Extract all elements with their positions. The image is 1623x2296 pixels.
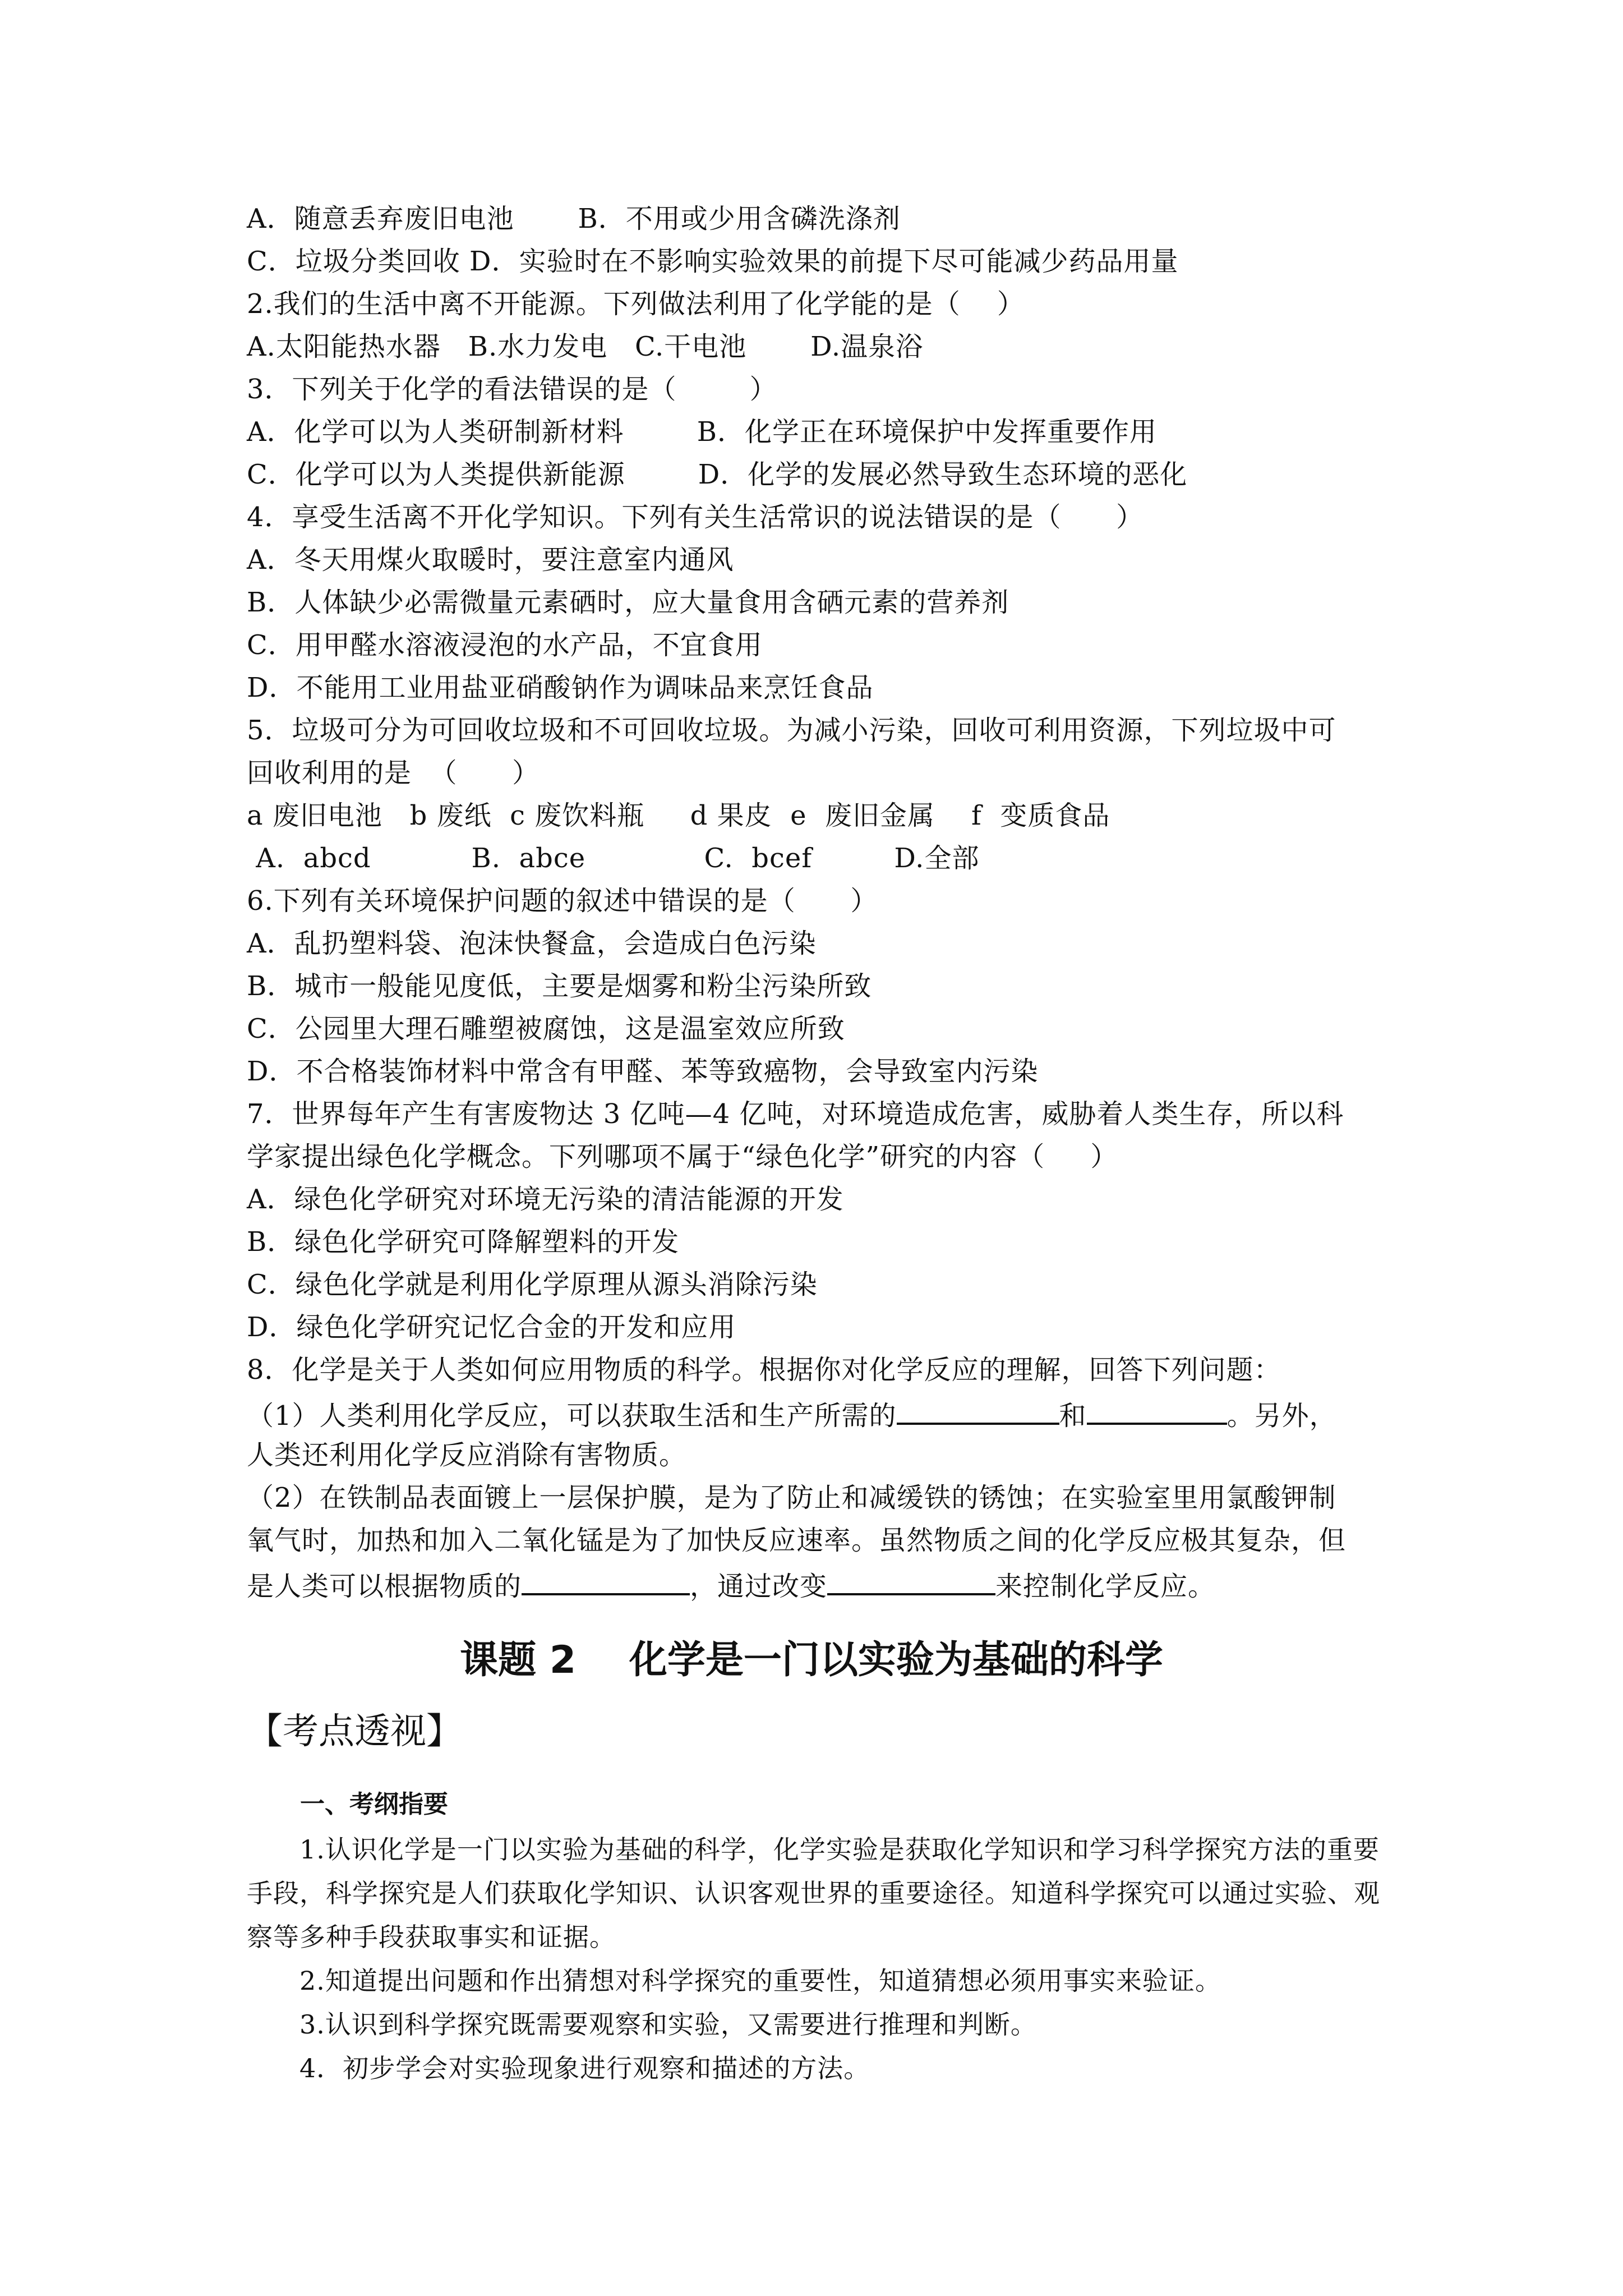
q8-part1-text-b: 和	[1059, 1400, 1087, 1432]
outline-item-2: 2.知道提出问题和作出猜想对科学探究的重要性，知道猜想必须用事实来验证。	[299, 1966, 1221, 1996]
q4-stem: 4．享受生活离不开化学知识。下列有关生活常识的说法错误的是（ ）	[247, 501, 1144, 533]
q8-part2-text-a: 是人类可以根据物质的	[247, 1571, 522, 1602]
outline-heading: 一、考纲指要	[300, 1790, 448, 1819]
q7-stem-line-1: 7．世界每年产生有害废物达 3 亿吨—4 亿吨，对环境造成危害，威胁着人类生存，所以科	[247, 1098, 1344, 1130]
q6-option-a: A．乱扔塑料袋、泡沫快餐盒，会造成白色污染	[247, 928, 817, 959]
q8-part1-line-2: 人类还利用化学反应消除有害物质。	[247, 1439, 687, 1471]
q5-options: A. abcd B. abce C. bcef D.全部	[247, 843, 980, 874]
q8-part1-text-c: 。另外，	[1227, 1400, 1337, 1432]
q8-part1-line-1	[247, 1395, 1337, 1434]
q8-part2-text-b: ，通过改变	[690, 1571, 828, 1602]
q8-part2-line-1: （2）在铁制品表面镀上一层保护膜，是为了防止和减缓铁的锈蚀；在实验室里用氯酸钾制	[247, 1482, 1336, 1513]
answer-blank-3[interactable]	[522, 1565, 690, 1595]
answer-blank-4[interactable]	[827, 1565, 995, 1595]
q5-stem-line-1: 5．垃圾可分为可回收垃圾和不可回收垃圾。为减小污染，回收可利用资源，下列垃圾中可	[247, 715, 1336, 746]
section-label: 【考点透视】	[247, 1711, 462, 1752]
outline-item-3: 3.认识到科学探究既需要观察和实验，又需要进行推理和判断。	[299, 2009, 1037, 2040]
q1-options-line-1: A．随意丢弃废旧电池 B．不用或少用含磷洗涤剂	[247, 203, 901, 234]
q8-part2-line-3	[247, 1565, 1215, 1604]
q6-option-d: D．不合格装饰材料中常含有甲醛、苯等致癌物，会导致室内污染	[247, 1056, 1039, 1087]
q5-stem-line-2: 回收利用的是 （ ）	[247, 757, 540, 789]
q6-stem: 6.下列有关环境保护问题的叙述中错误的是（ ）	[247, 885, 878, 917]
q8-stem: 8．化学是关于人类如何应用物质的科学。根据你对化学反应的理解，回答下列问题：	[247, 1354, 1281, 1386]
q6-option-b: B．城市一般能见度低，主要是烟雾和粉尘污染所致	[247, 970, 872, 1002]
q8-part2-line-2: 氧气时，加热和加入二氧化锰是为了加快反应速率。虽然物质之间的化学反应极其复杂，但	[247, 1525, 1347, 1556]
q4-option-b: B．人体缺少必需微量元素硒时，应大量食用含硒元素的营养剂	[247, 587, 1009, 618]
q1-options-line-2: C．垃圾分类回收 D．实验时在不影响实验效果的前提下尽可能减少药品用量	[247, 246, 1179, 277]
q8-part2-text-c: 来控制化学反应。	[995, 1571, 1216, 1602]
q8-part1-text-a: （1）人类利用化学反应，可以获取生活和生产所需的	[247, 1400, 897, 1432]
q3-stem: 3．下列关于化学的看法错误的是（ ）	[247, 374, 777, 405]
q3-options-2: C．化学可以为人类提供新能源 D．化学的发展必然导致生态环境的恶化	[247, 459, 1188, 490]
q4-option-c: C．用甲醛水溶液浸泡的水产品，不宜食用	[247, 629, 763, 661]
q4-option-a: A．冬天用煤火取暖时，要注意室内通风	[247, 544, 734, 576]
q5-items: a 废旧电池 b 废纸 c 废饮料瓶 d 果皮 e 废旧金属 f 变质食品	[247, 800, 1110, 831]
q2-stem: 2.我们的生活中离不开能源。下列做法利用了化学能的是（ ）	[247, 288, 1025, 320]
q7-option-c: C．绿色化学就是利用化学原理从源头消除污染	[247, 1269, 818, 1300]
q3-options-1: A．化学可以为人类研制新材料 B．化学正在环境保护中发挥重要作用	[247, 416, 1158, 448]
q2-options: A.太阳能热水器 B.水力发电 C.干电池 D.温泉浴	[247, 331, 924, 362]
q7-stem-line-2: 学家提出绿色化学概念。下列哪项不属于“绿色化学”研究的内容（ ）	[247, 1141, 1118, 1172]
q7-option-b: B．绿色化学研究可降解塑料的开发	[247, 1226, 680, 1258]
q6-option-c: C．公园里大理石雕塑被腐蚀，这是温室效应所致	[247, 1013, 845, 1045]
lesson-title: 课题 2 化学是一门以实验为基础的科学	[460, 1638, 1163, 1682]
q4-option-d: D．不能用工业用盐亚硝酸钠作为调味品来烹饪食品	[247, 672, 874, 703]
answer-blank-1[interactable]	[897, 1395, 1059, 1425]
q7-option-a: A．绿色化学研究对环境无污染的清洁能源的开发	[247, 1184, 844, 1215]
outline-item-4: 4．初步学会对实验现象进行观察和描述的方法。	[299, 2053, 870, 2083]
q7-option-d: D．绿色化学研究记忆合金的开发和应用	[247, 1312, 736, 1343]
outline-item-1: 1.认识化学是一门以实验为基础的科学，化学实验是获取化学知识和学习科学探究方法的重要手段，科学探究是人们获取化学知识、认识客观世界的重要途径。知道科学探究可以通过实验、观察等多种手段获取事实和证据。	[247, 1834, 1380, 1952]
answer-blank-2[interactable]	[1087, 1395, 1227, 1425]
